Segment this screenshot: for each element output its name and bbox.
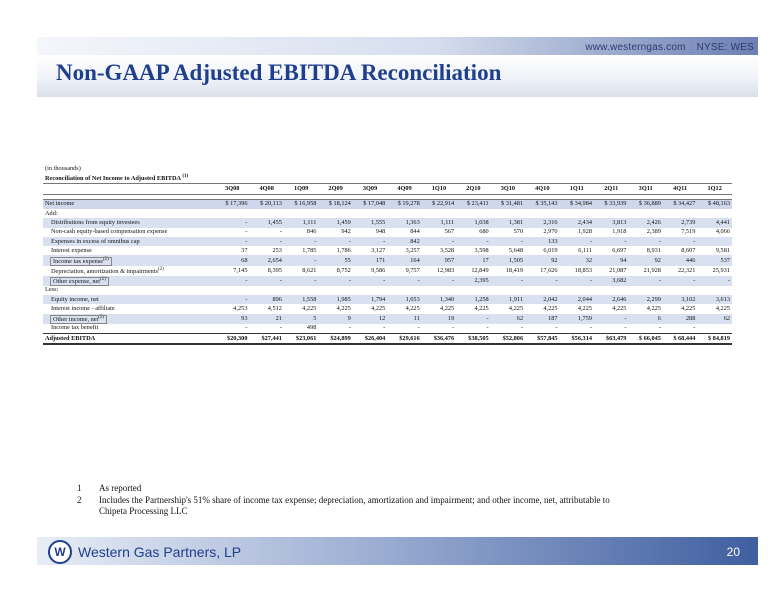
value-cell: 1,459: [318, 218, 352, 227]
value-cell: $ 19,278: [387, 199, 421, 209]
value-cell: $23,061: [284, 334, 318, 345]
less-row-label: [43, 295, 215, 304]
footnote-ref: (2): [98, 314, 105, 320]
value-cell: 171: [353, 255, 387, 265]
net-income-row-label: [43, 199, 215, 209]
add-label-row: [43, 209, 732, 218]
value-cell: 4,225: [681, 304, 696, 312]
page-number: 20: [726, 545, 740, 559]
value-cell: 3,613: [697, 295, 732, 304]
value-cell: $63,479: [594, 334, 628, 345]
value-cell: -: [249, 276, 283, 286]
value-cell: 1,911: [491, 295, 525, 304]
value-cell: $ 68,444: [663, 334, 697, 345]
value-cell: 68: [215, 255, 249, 265]
value-cell: 92: [628, 255, 662, 265]
row-label-text: Equity income, net: [51, 295, 99, 303]
value-cell: -: [387, 276, 421, 286]
column-header: 4Q10: [525, 184, 559, 194]
value-cell: 3,813: [594, 218, 628, 227]
value-cell: 948: [375, 228, 386, 236]
value-cell: 842: [387, 237, 421, 246]
value-cell: -: [284, 255, 318, 265]
adjusted-ebitda-total-row: [43, 334, 732, 345]
unit-note-row: [43, 164, 732, 173]
row-label-text: Expenses in excess of omnibus cap: [51, 237, 140, 245]
value-cell: -: [628, 276, 662, 286]
value-cell: 6: [628, 314, 662, 324]
value-cell: 2,395: [456, 276, 490, 286]
reconciliation-table: [43, 164, 732, 345]
less-row-label: [43, 304, 215, 313]
value-cell: 17: [456, 255, 490, 265]
footnote-number: 1: [77, 483, 82, 493]
value-cell: 2,389: [646, 228, 661, 236]
value-cell: $ 31,481: [491, 199, 525, 209]
value-cell: 8,621: [302, 266, 317, 274]
add-row-label: [43, 266, 215, 276]
value-cell: -: [594, 237, 628, 246]
value-cell: 8,752: [336, 266, 351, 274]
value-cell: $36,476: [422, 334, 456, 345]
value-cell: 4,225: [474, 304, 489, 312]
net-income-row: [43, 199, 732, 209]
value-cell: 844: [410, 228, 420, 236]
value-cell: 2,426: [628, 218, 662, 227]
value-cell: 2,739: [663, 218, 697, 227]
value-cell: $ 33,939: [594, 199, 628, 209]
footnote-ref: (2): [100, 276, 106, 282]
value-cell: $ 18,124: [318, 199, 352, 209]
value-cell: 5: [284, 314, 318, 324]
value-cell: -: [525, 276, 559, 286]
value-cell: -: [284, 237, 318, 246]
add-row: [43, 255, 732, 265]
value-cell: 37: [241, 246, 248, 254]
value-cell: 1,794: [353, 295, 387, 304]
column-header: 4Q11: [663, 184, 697, 194]
value-cell: 2,434: [560, 218, 594, 227]
value-cell: 32: [560, 255, 594, 265]
value-cell: $ 34,984: [560, 199, 594, 209]
value-cell: -: [663, 276, 697, 286]
value-cell: 12,849: [471, 266, 489, 274]
value-cell: 8,395: [267, 266, 282, 274]
value-cell: 498: [306, 324, 317, 332]
value-cell: -: [594, 314, 628, 324]
value-cell: 1,555: [353, 218, 387, 227]
row-label-text: Interest income - affiliate: [51, 304, 115, 312]
value-cell: -: [486, 324, 489, 332]
value-cell: 8,607: [681, 246, 696, 254]
value-cell: 957: [422, 255, 456, 265]
value-cell: $ 66,045: [628, 334, 662, 345]
value-cell: 2,970: [543, 228, 558, 236]
value-cell: 8,931: [646, 246, 661, 254]
column-header: 1Q09: [284, 184, 318, 194]
value-cell: 11: [387, 314, 421, 324]
value-cell: $29,616: [387, 334, 421, 345]
add-row-label: [43, 237, 215, 246]
value-cell: 4,225: [612, 304, 627, 312]
value-cell: $52,806: [491, 334, 525, 345]
value-cell: 19: [422, 314, 456, 324]
subtitle-footnote-ref: (1): [182, 174, 189, 180]
value-cell: 4,225: [577, 304, 592, 312]
value-cell: 1,558: [284, 295, 318, 304]
value-cell: $20,300: [215, 334, 249, 345]
value-cell: -: [422, 237, 456, 246]
value-cell: 94: [594, 255, 628, 265]
row-label-text: Interest expense: [51, 246, 92, 254]
value-cell: 7,519: [681, 228, 696, 236]
value-cell: 6,697: [612, 246, 627, 254]
value-cell: 1,785: [302, 246, 317, 254]
add-row: [43, 246, 732, 255]
value-cell: $27,441: [249, 334, 283, 345]
value-cell: 570: [513, 228, 524, 236]
value-cell: 1,985: [318, 295, 352, 304]
adjusted-ebitda-total-row-label: [43, 334, 215, 345]
value-cell: $26,404: [353, 334, 387, 345]
website-header: [585, 41, 754, 53]
value-cell: -: [628, 237, 662, 246]
column-header: 2Q11: [594, 184, 628, 194]
value-cell: 22,321: [678, 266, 696, 274]
row-label-text: Net income: [45, 200, 75, 208]
value-cell: 6,111: [578, 246, 592, 254]
value-cell: 5,648: [508, 246, 524, 254]
value-cell: $ 17,396: [215, 199, 249, 209]
value-cell: [697, 324, 732, 334]
less-row-label: [43, 314, 215, 324]
value-cell: $ 23,411: [456, 199, 490, 209]
value-cell: 253: [272, 246, 282, 254]
value-cell: 12,983: [436, 266, 455, 274]
value-cell: 9,581: [715, 246, 730, 254]
value-cell: 4,225: [440, 304, 455, 312]
value-cell: 1,038: [456, 218, 490, 227]
value-cell: 567: [444, 228, 455, 236]
value-cell: 3,257: [405, 246, 420, 254]
value-cell: 133: [525, 237, 559, 246]
value-cell: -: [658, 324, 661, 332]
value-cell: 4,066: [715, 228, 730, 236]
footnote-text: Includes the Partnership's 51% share of income tax expense; depreciation, amortization and impairment; and other income, net, attributable to Chipeta Processing LLC: [99, 495, 610, 516]
column-header: 3Q08: [215, 184, 249, 194]
row-label-text: Depreciation, amortization & impairments$^{(2)}$: [51, 266, 164, 275]
value-cell: -: [560, 276, 594, 286]
row-label-text: Income tax expense$^{(2)}$: [53, 256, 109, 265]
value-cell: $56,314: [560, 334, 594, 345]
value-cell: -: [697, 276, 732, 286]
row-label-text: Other expense, net$^{(2)}$: [53, 276, 106, 285]
value-cell: 537: [697, 255, 732, 265]
value-cell: 1,111: [284, 218, 318, 227]
value-cell: $ 17,048: [353, 199, 387, 209]
value-cell: -: [624, 324, 627, 332]
footnote-ref: (2): [103, 256, 109, 262]
less-row: [43, 295, 732, 304]
column-header: 3Q10: [491, 184, 525, 194]
value-cell: -: [318, 237, 352, 246]
less-label-row-label: Less:: [45, 286, 59, 294]
less-row: [43, 314, 732, 324]
value-cell: 3,682: [594, 276, 628, 286]
value-cell: 12: [353, 314, 387, 324]
value-cell: 680: [479, 228, 489, 236]
reconciliation-table-container: [43, 164, 732, 345]
ticker-symbol: NYSE: WES: [696, 42, 754, 53]
column-header: 2Q10: [456, 184, 490, 194]
column-header: 1Q10: [422, 184, 456, 194]
footnote-text: As reported: [99, 483, 142, 493]
value-cell: $ 16,958: [284, 199, 318, 209]
value-cell: $24,899: [318, 334, 352, 345]
value-cell: $ 34,427: [663, 199, 697, 209]
value-cell: 1,759: [560, 314, 594, 324]
value-cell: -: [284, 276, 318, 286]
unit-note-row-label: (in thousands): [45, 164, 81, 172]
value-cell: 4,225: [336, 304, 351, 312]
value-cell: 4,225: [405, 304, 420, 312]
value-cell: 6,019: [543, 246, 558, 254]
row-label-text: Distributions from equity investees: [51, 218, 140, 226]
value-cell: 1,928: [577, 228, 592, 236]
value-cell: 18,419: [505, 266, 524, 274]
value-cell: $ 35,143: [525, 199, 559, 209]
add-row: [43, 228, 732, 237]
value-cell: -: [422, 276, 456, 286]
value-cell: $ 20,113: [249, 199, 283, 209]
add-row: [43, 218, 732, 227]
value-cell: -: [279, 324, 282, 332]
value-cell: -: [318, 276, 352, 286]
value-cell: 3,127: [371, 246, 386, 254]
value-cell: 1,258: [456, 295, 490, 304]
value-cell: -: [520, 324, 524, 332]
add-row: [43, 237, 732, 246]
footnote-ref: (2): [158, 266, 164, 272]
value-cell: $ 48,163: [697, 199, 732, 209]
column-header: 2Q09: [318, 184, 352, 194]
company-name: Western Gas Partners, LP: [78, 544, 242, 560]
footnote-2: [77, 495, 619, 517]
value-cell: 25,931: [712, 266, 730, 274]
less-label-row: [43, 286, 732, 295]
value-cell: 4,225: [715, 304, 730, 312]
add-row-label: [43, 218, 215, 227]
value-cell: 9,757: [405, 266, 420, 274]
add-label-row-label: Add:: [45, 209, 58, 217]
value-cell: $ 84,819: [697, 334, 732, 345]
value-cell: 1,786: [336, 246, 351, 254]
row-label-text: Adjusted EBITDA: [45, 334, 96, 342]
column-header: 3Q09: [353, 184, 387, 194]
value-cell: -: [491, 276, 525, 286]
company-logo: [48, 540, 241, 564]
value-cell: -: [249, 237, 283, 246]
value-cell: 92: [525, 255, 559, 265]
add-row-label: [43, 255, 215, 265]
value-cell: -: [348, 324, 351, 332]
value-cell: 21,087: [609, 266, 627, 274]
value-cell: -: [555, 324, 558, 332]
value-cell: -: [560, 237, 594, 246]
value-cell: [697, 237, 732, 246]
footnote-number: 2: [77, 495, 82, 505]
value-cell: -: [353, 237, 387, 246]
value-cell: 7,145: [233, 266, 248, 274]
value-cell: -: [353, 276, 387, 286]
value-cell: 4,225: [543, 304, 558, 312]
value-cell: 288: [663, 314, 697, 324]
value-cell: -: [215, 295, 249, 304]
value-cell: -: [215, 276, 249, 286]
column-header: 3Q11: [628, 184, 662, 194]
value-cell: 18,853: [574, 266, 592, 274]
subtitle-row: [43, 173, 732, 184]
value-cell: 3,102: [663, 295, 697, 304]
value-cell: -: [693, 324, 696, 332]
value-cell: 4,225: [302, 304, 317, 312]
value-cell: 4,441: [697, 218, 732, 227]
value-cell: -: [383, 324, 386, 332]
value-cell: 4,512: [267, 304, 282, 312]
value-cell: 2,299: [628, 295, 662, 304]
add-row: [43, 276, 732, 286]
value-cell: 4,253: [233, 304, 248, 312]
footnotes: [77, 483, 619, 518]
value-cell: 4,225: [371, 304, 386, 312]
column-header: 1Q12: [697, 184, 732, 194]
row-label-text: Income tax benefit: [51, 324, 99, 332]
row-label-text: Non-cash equity-based compensation expense: [51, 228, 168, 236]
value-cell: -: [417, 324, 420, 332]
value-cell: 1,918: [612, 228, 627, 236]
column-header: 4Q09: [387, 184, 421, 194]
value-cell: 62: [697, 314, 732, 324]
value-cell: 9: [318, 314, 352, 324]
value-cell: -: [456, 237, 490, 246]
value-cell: $ 36,889: [628, 199, 662, 209]
value-cell: $38,505: [456, 334, 490, 345]
footnote-1: [77, 483, 619, 494]
value-cell: -: [215, 218, 249, 227]
page-title: Non-GAAP Adjusted EBITDA Reconciliation: [56, 60, 502, 85]
column-header: 1Q11: [560, 184, 594, 194]
value-cell: 2,654: [249, 255, 283, 265]
value-cell: 9,586: [371, 266, 386, 274]
value-cell: $57,845: [525, 334, 559, 345]
value-cell: 3,598: [474, 246, 489, 254]
add-row-label: [43, 276, 215, 286]
value-cell: 1,340: [422, 295, 456, 304]
value-cell: 187: [525, 314, 559, 324]
header-blank: [43, 184, 215, 194]
less-row-label: [43, 324, 215, 334]
value-cell: 896: [249, 295, 283, 304]
add-row-label: [43, 228, 215, 237]
value-cell: -: [491, 237, 525, 246]
value-cell: -: [279, 228, 282, 236]
row-label-text: Other income, net$^{(2)}$: [53, 314, 105, 323]
value-cell: 4,225: [508, 304, 524, 312]
logo-mark-icon: W: [48, 540, 72, 564]
value-cell: 62: [491, 314, 525, 324]
value-cell: 942: [341, 228, 351, 236]
less-row: [43, 324, 732, 334]
add-row-label: [43, 246, 215, 255]
header-row: [43, 184, 732, 194]
subtitle-row-label: Reconciliation of Net Income to Adjusted EBITDA $^{(1)}$: [45, 174, 189, 183]
value-cell: 2,316: [525, 218, 559, 227]
value-cell: 164: [387, 255, 421, 265]
value-cell: 17,626: [540, 266, 558, 274]
value-cell: 55: [318, 255, 352, 265]
value-cell: 1,363: [387, 218, 421, 227]
value-cell: -: [589, 324, 592, 332]
less-row: [43, 304, 732, 313]
value-cell: 93: [215, 314, 249, 324]
value-cell: 1,111: [422, 218, 456, 227]
value-cell: 3,528: [440, 246, 455, 254]
value-cell: -: [245, 228, 248, 236]
value-cell: 1,455: [249, 218, 283, 227]
value-cell: 1,653: [387, 295, 421, 304]
column-header: 4Q08: [249, 184, 283, 194]
add-row: [43, 266, 732, 276]
value-cell: -: [663, 237, 697, 246]
value-cell: 1,381: [491, 218, 525, 227]
value-cell: 2,646: [594, 295, 628, 304]
header-divider: [691, 41, 692, 51]
value-cell: 4,225: [646, 304, 661, 312]
value-cell: 446: [663, 255, 697, 265]
value-cell: 21: [249, 314, 283, 324]
value-cell: 846: [306, 228, 317, 236]
value-cell: -: [456, 314, 490, 324]
website-url[interactable]: www.westerngas.com: [585, 42, 686, 53]
value-cell: 21,928: [643, 266, 661, 274]
value-cell: 2,044: [560, 295, 594, 304]
value-cell: 2,042: [525, 295, 559, 304]
value-cell: 1,505: [491, 255, 525, 265]
value-cell: -: [215, 237, 249, 246]
value-cell: -: [245, 324, 248, 332]
value-cell: $ 22,914: [422, 199, 456, 209]
value-cell: -: [452, 324, 455, 332]
